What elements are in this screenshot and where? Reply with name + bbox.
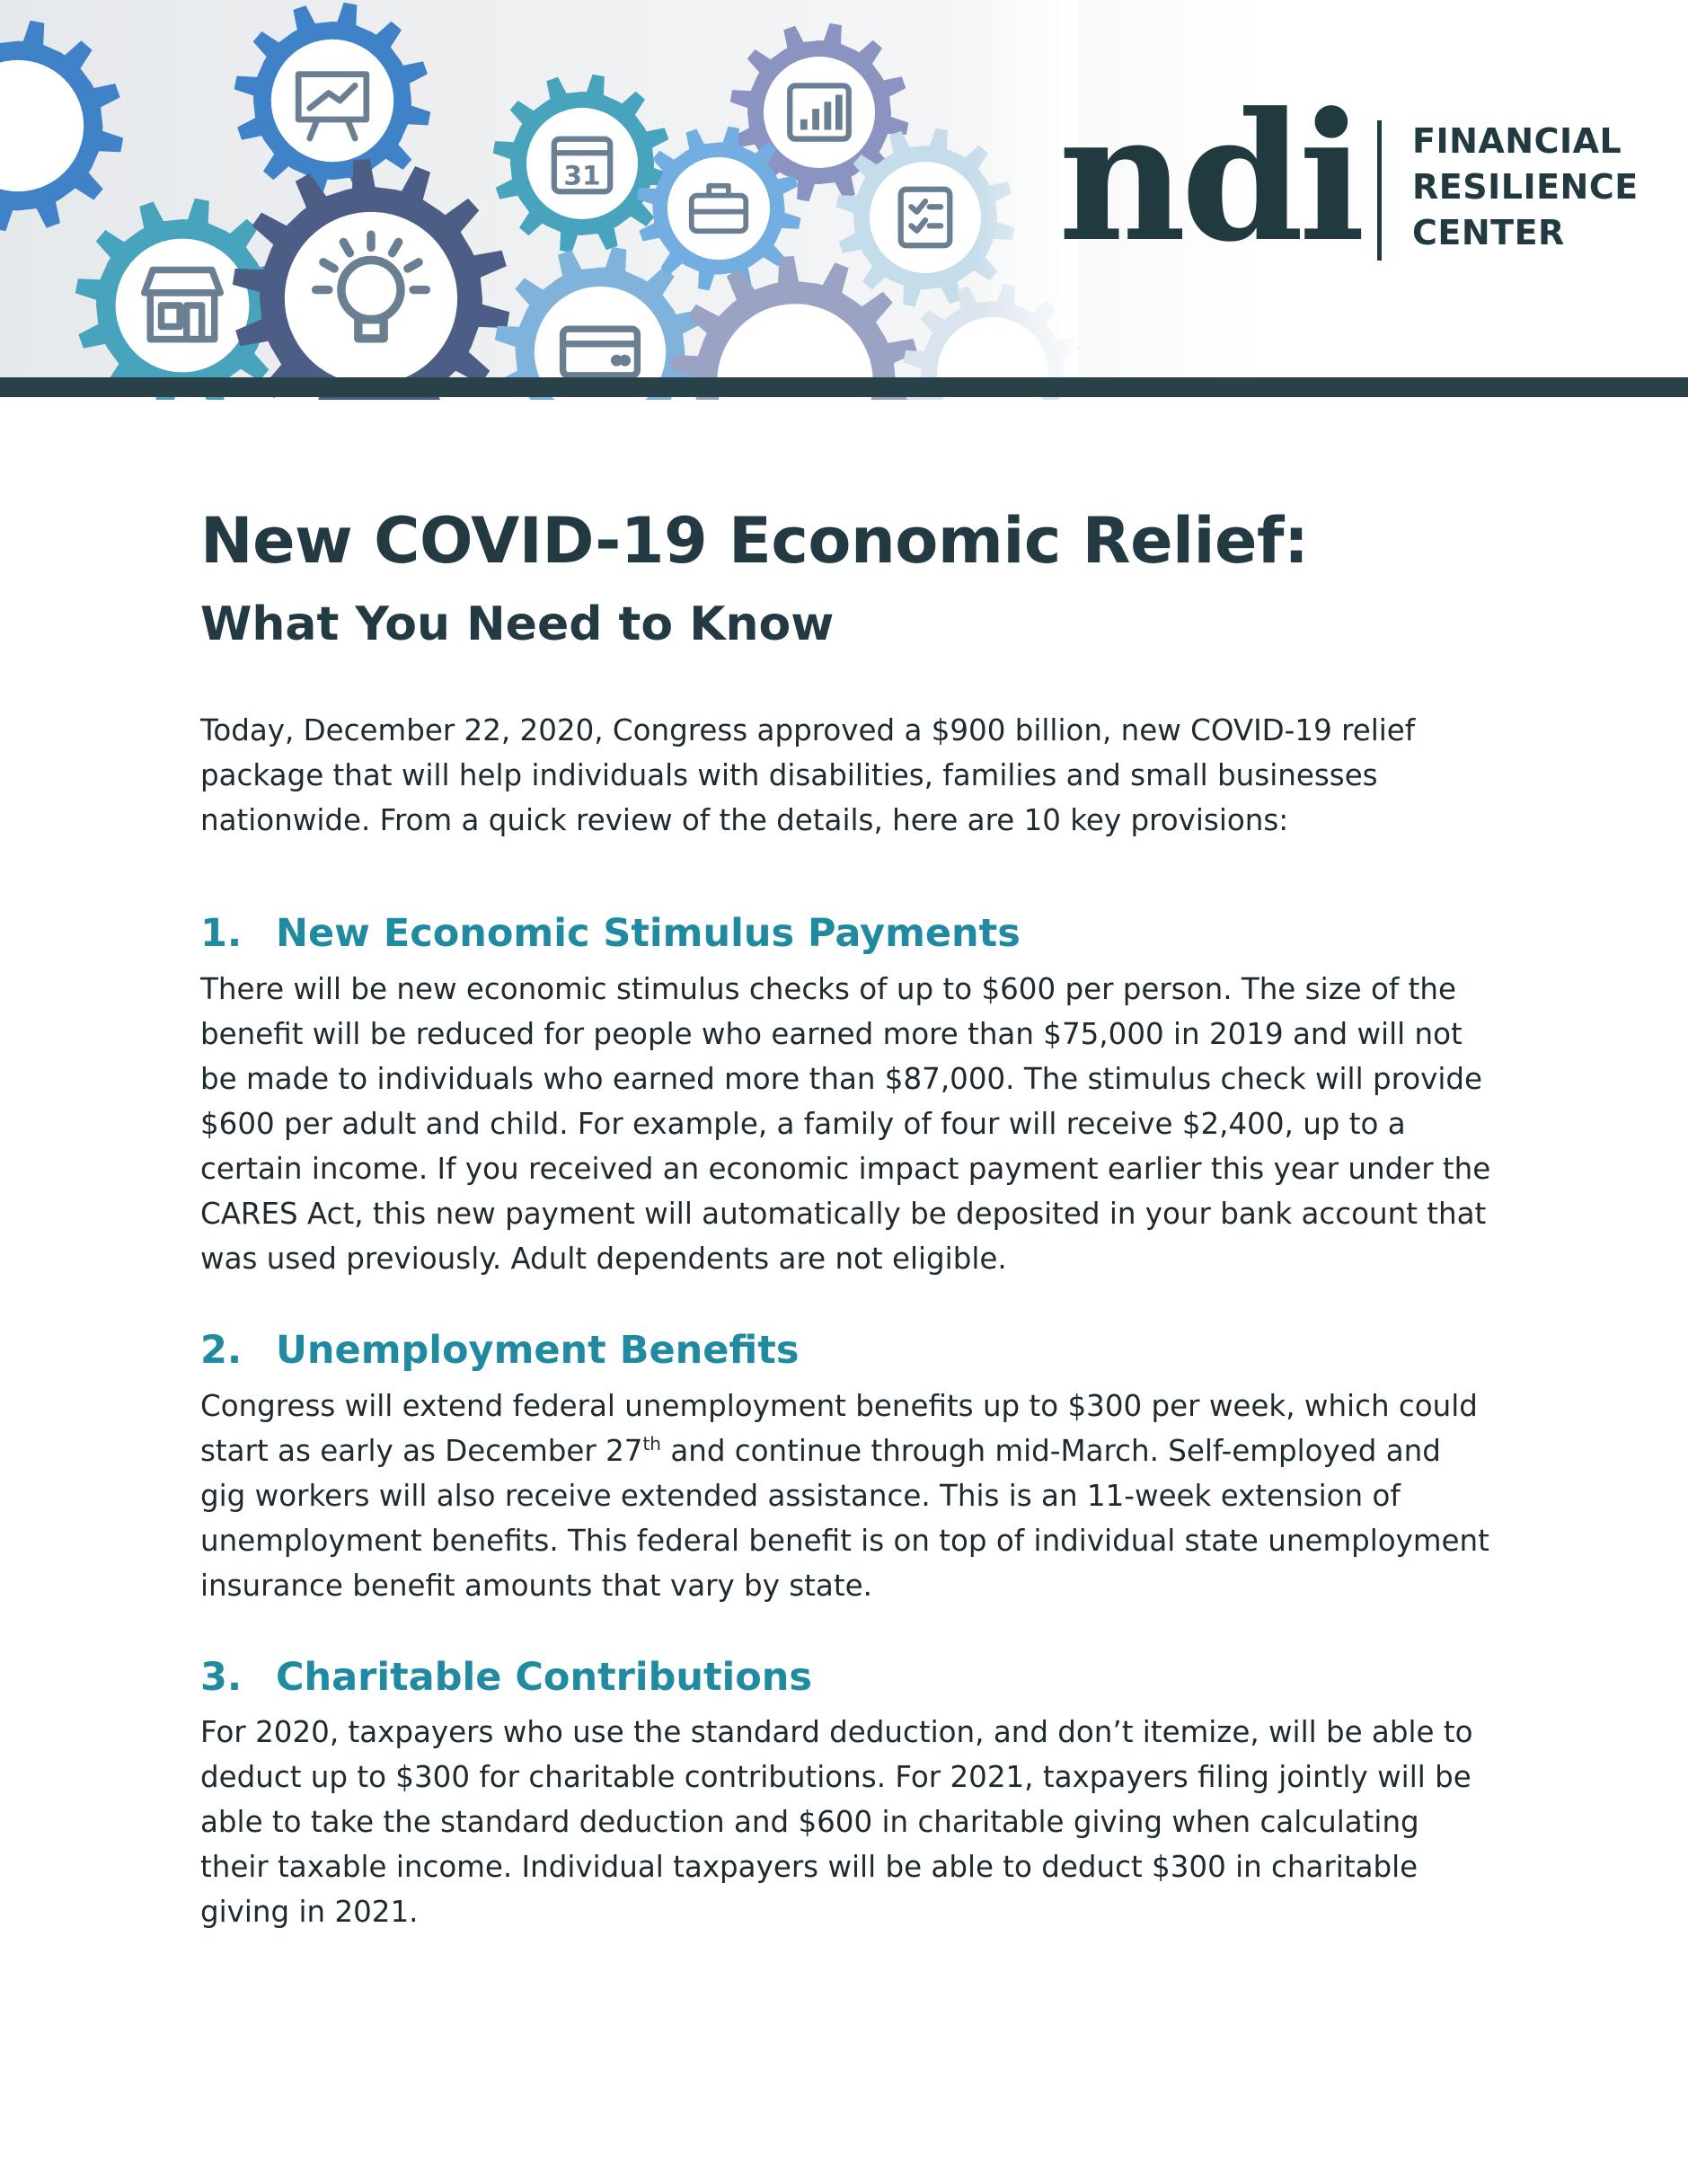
section-title: New Economic Stimulus Payments: [276, 911, 1021, 957]
section-text: [200, 1384, 1494, 1608]
section-text: For 2020, taxpayers who use the standard deduction, and don’t itemize, will be able to deduct up to $300 for charitable contributions. For 2021, taxpayers filing jointly will be able to take the standard deduction and $600 in charitable giving when calculating their taxable income. Individual taxpayers will be able to deduct $300 in charitable giving in 2021.: [200, 1715, 1473, 1930]
intro-paragraph: Today, December 22, 2020, Congress approved a $900 billion, new COVID-19 relief package that will help individuals with disabilities, families and small businesses nationwide. From a quick review of the details, here are 10 key provisions:: [200, 713, 1416, 838]
section-heading: [200, 1328, 1494, 1375]
page-title: New COVID-19 Economic Relief:: [200, 504, 1309, 578]
section-number: 3.: [200, 1654, 243, 1700]
logo-line: RESILIENCE: [1412, 167, 1639, 207]
logo-line: FINANCIAL: [1412, 121, 1622, 161]
ndi-logo-wordmark: ndi: [1058, 75, 1361, 281]
section-number: 1.: [200, 911, 243, 957]
calendar-number: 31: [563, 159, 601, 191]
logo-divider: [1377, 120, 1382, 261]
section-heading: [200, 1655, 1494, 1702]
section-text-part: Congress will extend federal unemployment benefits up to $300 per week, which could start as early as December 27: [200, 1388, 1478, 1468]
section-text-part: and continue through mid-March. Self-employed and gig workers will also receive extended assistance. This is an 11-week extension of unemployment benefits. This federal benefit is on top of individual state unemployment insurance benefit amounts that vary by state.: [200, 1433, 1489, 1603]
logo-line: CENTER: [1412, 213, 1565, 252]
section-number: 2.: [200, 1327, 243, 1373]
document-body: [200, 503, 1494, 1934]
page-subtitle: What You Need to Know: [200, 597, 835, 651]
section-unemployment-benefits: [200, 1328, 1494, 1608]
section-charitable-contributions: [200, 1655, 1494, 1935]
section-title: Unemployment Benefits: [276, 1327, 800, 1373]
section-title: Charitable Contributions: [276, 1654, 813, 1700]
header-bar: [0, 377, 1688, 397]
section-stimulus-payments: [200, 911, 1494, 1281]
ordinal-suffix: th: [642, 1432, 661, 1455]
section-heading: [200, 911, 1494, 958]
logo-org-name: [1412, 119, 1682, 256]
section-text: There will be new economic stimulus checks of up to $600 per person. The size of the benefit will be reduced for people who earned more than $75,000 in 2019 and will not be made to individuals who earned more than $87,000. The stimulus check will provide $600 per adult and child. For example, a family of four will receive $2,400, up to a certain income. If you received an economic impact payment earlier this year under the CARES Act, this new payment will automatically be deposited in your bank account that was used previously. Adult dependents are not eligible.: [200, 971, 1491, 1276]
header-banner: [0, 0, 1688, 400]
